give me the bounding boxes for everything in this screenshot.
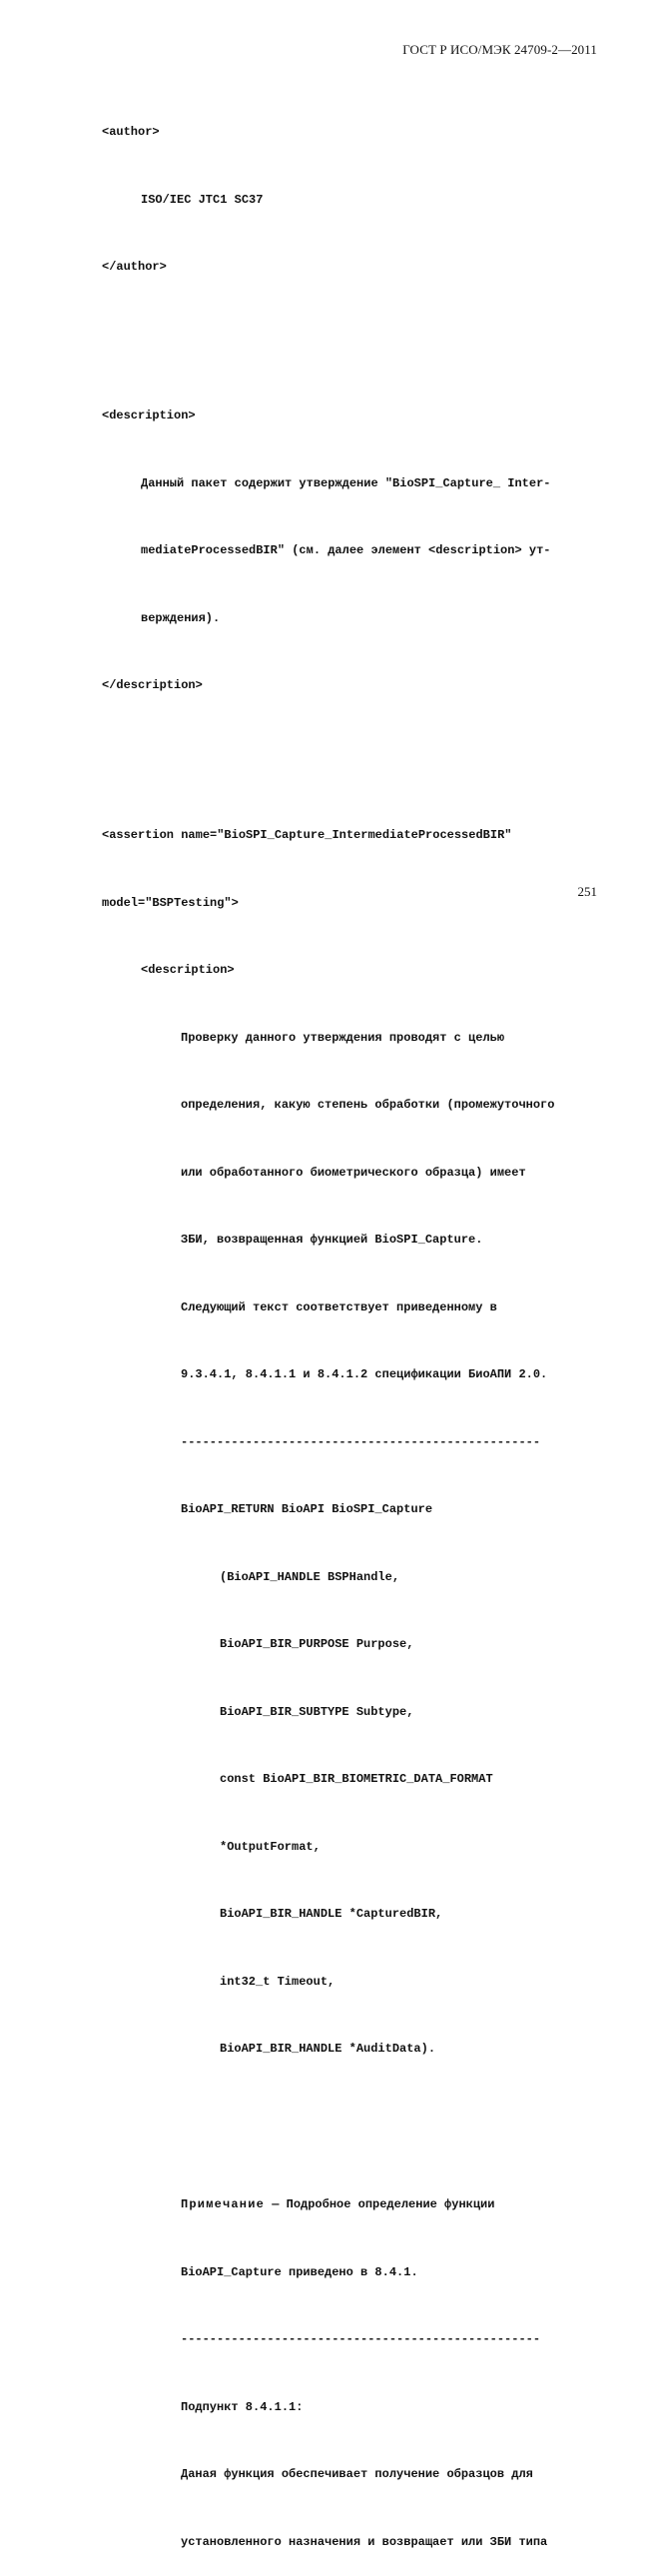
signature-param: const BioAPI_BIR_BIOMETRIC_DATA_FORMAT	[220, 1772, 493, 1786]
assertion-open-tag-line1: <assertion name="BioSPI_Capture_IntermediateProcessedBIR"	[102, 828, 512, 842]
subclause-line: Даная функция обеспечивает получение образцов для	[181, 2467, 533, 2481]
subclause-title: Подпункт 8.4.1.1:	[181, 2399, 304, 2414]
note-line	[102, 2193, 554, 2216]
intro-line: ЗБИ, возвращенная функцией BioSPI_Capture.	[181, 1233, 483, 1247]
signature-param: BioAPI_BIR_PURPOSE Purpose,	[220, 1637, 414, 1651]
signature-param: BioAPI_BIR_HANDLE *AuditData).	[220, 2042, 436, 2056]
assertion-description-open-tag: <description>	[141, 963, 235, 977]
description-line: Данный пакет содержит утверждение "BioSPI_Capture_ Inter-	[141, 475, 551, 490]
function-signature: BioAPI_RETURN BioAPI BioSPI_Capture	[181, 1502, 433, 1516]
signature-param: BioAPI_BIR_HANDLE *CapturedBIR,	[220, 1907, 443, 1921]
separator-line: --------------------------------------------------	[181, 2332, 541, 2346]
intro-line: 9.3.4.1, 8.4.1.1 и 8.4.1.2 спецификации БиоАПИ 2.0.	[181, 1367, 548, 1381]
author-open-tag: <author>	[102, 125, 160, 139]
signature-param: BioAPI_BIR_SUBTYPE Subtype,	[220, 1704, 414, 1719]
subclause-line: установленного назначения и возвращает или ЗБИ типа	[181, 2534, 548, 2549]
intro-line: или обработанного биометрического образца) имеет	[181, 1165, 526, 1180]
intro-line: определения, какую степень обработки (промежуточного	[181, 1098, 555, 1112]
description-line: mediateProcessedBIR" (см. далее элемент <description> ут-	[141, 543, 551, 557]
standard-header: ГОСТ Р ИСО/МЭК 24709-2—2011	[402, 42, 597, 57]
intro-line: Проверку данного утверждения проводят с целью	[181, 1030, 505, 1045]
description-open-tag: <description>	[102, 409, 196, 423]
signature-param: int32_t Timeout,	[220, 1974, 335, 1989]
note-label: Примечание	[181, 2197, 266, 2211]
description-close-tag: </description>	[102, 678, 203, 692]
author-value: ISO/IEC JTC1 SC37	[141, 192, 264, 207]
signature-param: (BioAPI_HANDLE BSPHandle,	[220, 1569, 400, 1584]
separator-line: --------------------------------------------------	[181, 1434, 541, 1449]
page-number: 251	[577, 884, 597, 899]
document-body	[102, 76, 554, 2576]
intro-line: Следующий текст соответствует приведенному в	[181, 1299, 497, 1314]
note-text: — Подробное определение функции	[265, 2197, 495, 2211]
author-close-tag: </author>	[102, 260, 167, 274]
signature-param: *OutputFormat,	[220, 1839, 321, 1854]
assertion-open-tag-line2: model="BSPTesting">	[102, 895, 239, 910]
description-line: верждения).	[141, 610, 221, 625]
note-line-2: BioAPI_Capture приведено в 8.4.1.	[181, 2264, 418, 2279]
